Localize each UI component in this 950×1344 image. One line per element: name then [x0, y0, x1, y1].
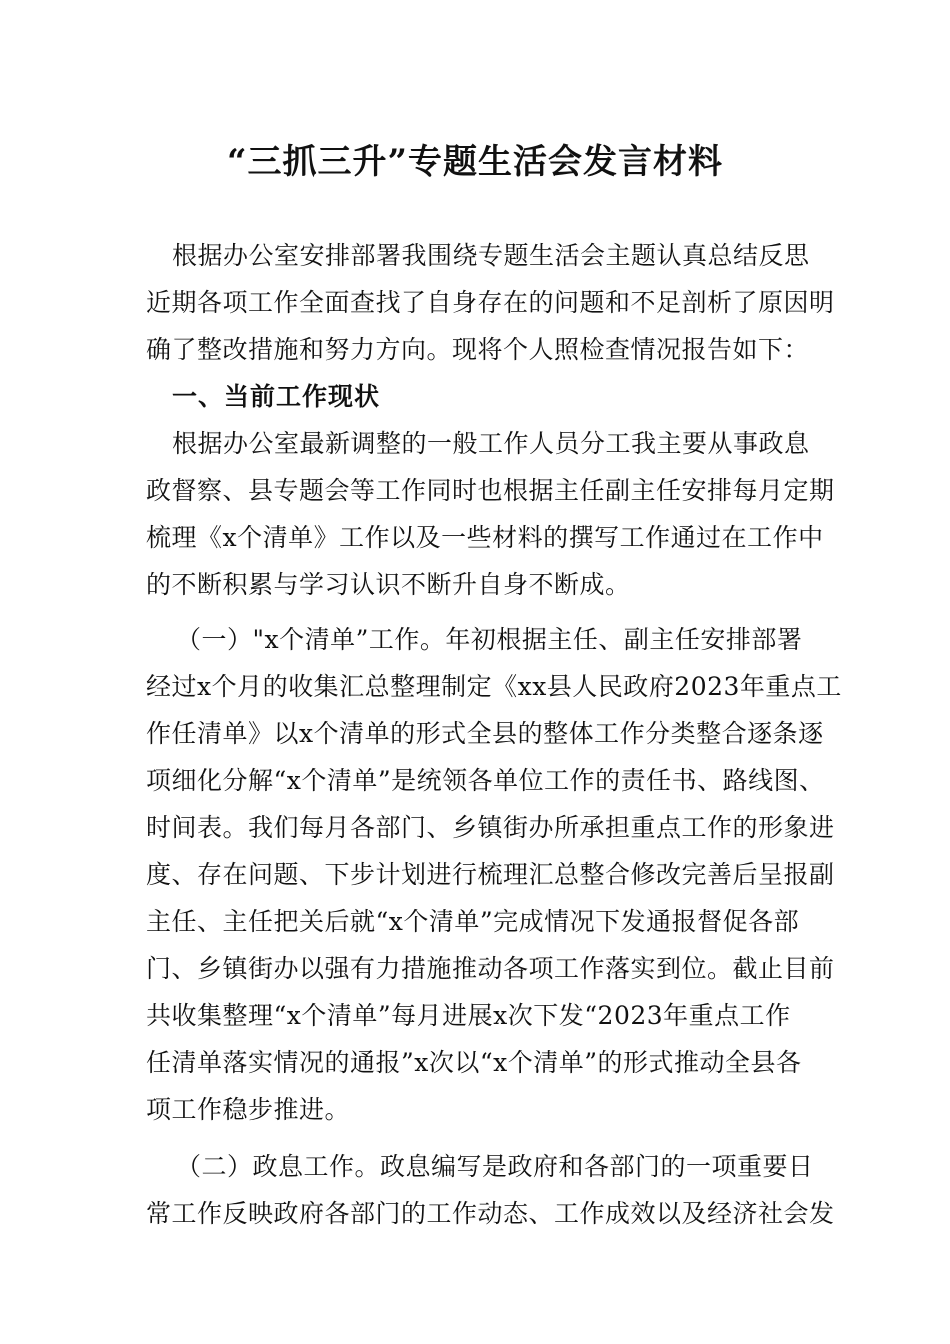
- document-body: [146, 232, 842, 1237]
- paragraph-line: 政督察、县专题会等工作同时也根据主任副主任安排每月定期: [146, 476, 835, 505]
- paragraph-line: 任清单落实情况的通报”x次以“x个清单”的形式推动全县各: [146, 1048, 802, 1077]
- document-title: “三抓三升”专题生活会发言材料: [226, 142, 724, 182]
- paragraph-line: 度、存在问题、下步计划进行梳理汇总整合修改完善后呈报副: [146, 860, 835, 889]
- paragraph-line: 确了整改措施和努力方向。现将个人照检查情况报告如下：: [146, 335, 810, 364]
- paragraph-spacer: [146, 1133, 836, 1143]
- paragraph-line: 作任清单》以x个清单的形式全县的整体工作分类整合逐条逐: [146, 719, 824, 748]
- paragraph-line: 近期各项工作全面查找了自身存在的问题和不足剖析了原因明: [146, 288, 835, 317]
- paragraph-line: 经过x个月的收集汇总整理制定《xx县人民政府2023年重点工: [146, 672, 842, 701]
- paragraph-line: 梳理《x个清单》工作以及一些材料的撰写工作通过在工作中: [146, 523, 824, 552]
- paragraph-line: 的不断积累与学习认识不断升自身不断成。: [146, 570, 631, 599]
- paragraph-line: 常工作反映政府各部门的工作动态、工作成效以及经济社会发: [146, 1199, 835, 1228]
- section-heading: 一、当前工作现状: [172, 382, 381, 411]
- paragraph-line: 共收集整理“x个清单”每月进展x次下发“2023年重点工作: [146, 1001, 791, 1030]
- paragraph-line: 主任、主任把关后就“x个清单”完成情况下发通报督促各部: [146, 907, 800, 936]
- paragraph-line: 根据办公室最新调整的一般工作人员分工我主要从事政息: [172, 429, 810, 458]
- paragraph-line: 时间表。我们每月各部门、乡镇街办所承担重点工作的形象进: [146, 813, 835, 842]
- paragraph-spacer: [146, 608, 836, 616]
- paragraph-line: 根据办公室安排部署我围绕专题生活会主题认真总结反思: [172, 241, 810, 270]
- paragraph-line: 项细化分解“x个清单”是统领各单位工作的责任书、路线图、: [146, 766, 825, 795]
- paragraph-line: 门、乡镇街办以强有力措施推动各项工作落实到位。截止目前: [146, 954, 835, 983]
- paragraph-line: 项工作稳步推进。: [146, 1095, 351, 1124]
- subsection-line: （二）政息工作。政息编写是政府和各部门的一项重要日: [176, 1152, 814, 1181]
- subsection-line: （一）"x个清单”工作。年初根据主任、副主任安排部署: [176, 625, 803, 654]
